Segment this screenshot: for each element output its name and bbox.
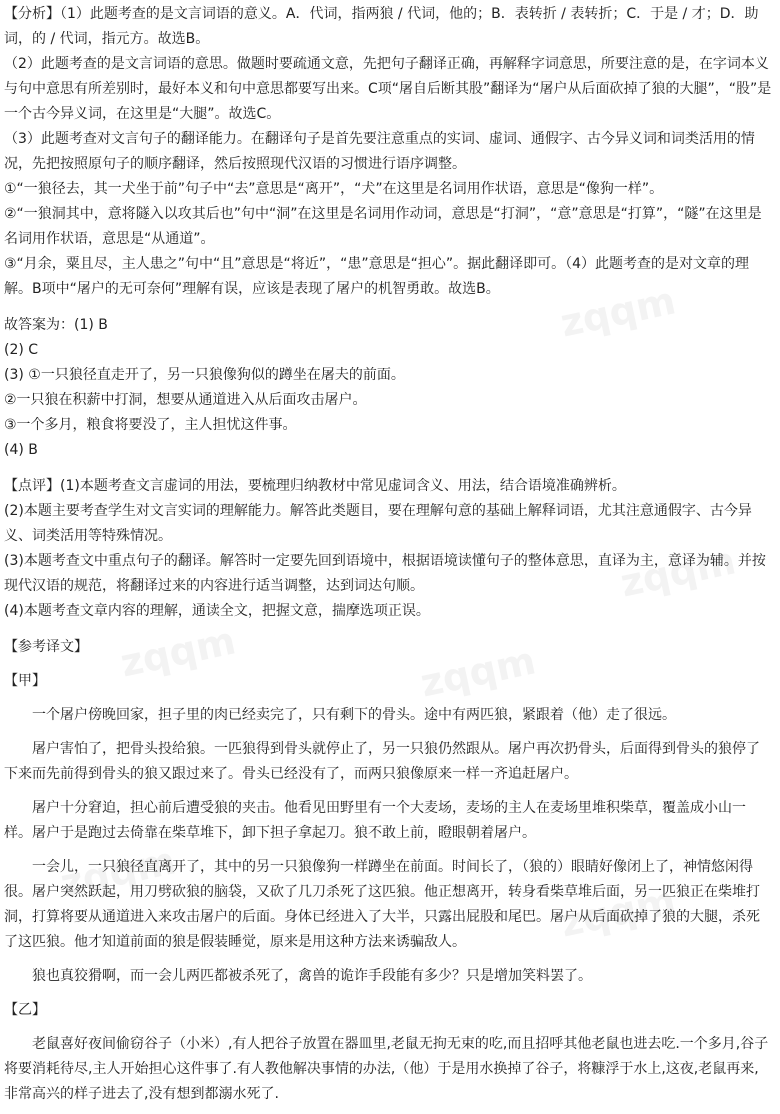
jia-paragraph-4: 一会儿，一只狼径直离开了，其中的另一只狼像狗一样蹲坐在前面。时间长了，（狼的）眼睛好像闭上了，神情悠闲得很。屠户突然跃起，用刀劈砍狼的脑袋，又砍了几刀杀死了这匹狼。他正想离开，转身看柴草堆后面，另一匹狼正在柴堆打洞，打算将要从通道进入来攻击屠户的后面。身体已经进入了大半，只露出屁股和尾巴。屠户从后面砍掉了狼的大腿，杀死了这匹狼。他才知道前面的狼是假装睡觉，原来是用这种方法来诱骗敌人。 [4,859,760,950]
analysis-q3-item-1: ①“一狼径去，其一犬坐于前”句子中“去”意思是“离开”，“犬”在这里是名词用作状语，意思是“像狗一样”。 [4,181,664,197]
watermark: zqqm [556,878,680,946]
yi-paragraph-1: 老鼠喜好夜间偷窃谷子（小米）,有人把谷子放置在器皿里,老鼠无拘无束的吃,而且招呼其他老鼠也进去吃.一个多月,谷子将要消耗待尽,主人开始担心这件事了.有人教他解决事情的办法,（他）于是用水换掉了谷子，将糠浮于水上,这夜,老鼠再来,非常高兴的样子进去了,没有想到都溺水死了. [4,1036,769,1102]
watermark: zqqm [616,538,740,606]
watermark: zqqm [556,278,680,346]
answer-line-3: (3) ①一只狼径直走开了，另一只狼像狗似的蹲坐在屠夫的前面。 [4,367,405,383]
analysis-section [4,2,772,302]
review-line-3: (3)本题考查文中重点句子的翻译。解答时一定要先回到语境中，根据语境读懂句子的整体意思，直译为主，意译为辅。并按现代汉语的规范，将翻译过来的内容进行适当调整，达到词达句顺。 [4,553,766,594]
answer-line-1: 故答案为：(1) B [4,317,108,333]
watermark: zqqm [416,638,540,706]
review-line-1: 【点评】(1)本题考查文言虚词的用法，要梳理归纳教材中常见虚词含义、用法，结合语境准确辨析。 [4,478,626,494]
watermark: zqqm [116,618,240,686]
watermark: zqqm [56,838,180,906]
answer-line-4: ②一只狼在积薪中打洞，想要从通道进入从后面攻击屠户。 [4,392,367,408]
jia-paragraph-3: 屠户十分窘迫，担心前后遭受狼的夹击。他看见田野里有一个大麦场，麦场的主人在麦场里堆积柴草，覆盖成小山一样。屠户于是跑过去倚靠在柴草堆下，卸下担子拿起刀。狼不敢上前，瞪眼朝着屠户。 [4,800,746,841]
jia-label: 【甲】 [4,673,46,689]
review-line-4: (4)本题考查文章内容的理解，通读全文，把握文意，揣摩选项正误。 [4,603,430,619]
jia-paragraph-5: 狼也真狡猾啊，而一会儿两匹都被杀死了，禽兽的诡诈手段能有多少？只是增加笑料罢了。 [32,968,592,984]
jia-paragraph-1: 一个屠户傍晚回家，担子里的肉已经卖完了，只有剩下的骨头。途中有两匹狼，紧跟着（他）走了很远。 [32,707,676,723]
answer-line-2: (2) C [4,342,39,358]
analysis-q3-item-2: ②“一狼洞其中，意将隧入以攻其后也”句中“洞”在这里是名词用作动词，意思是“打洞”，“意”意思是“打算”，“隧”在这里是名词用作状语，意思是“从通道”。 [4,206,762,247]
review-section [4,474,772,624]
analysis-head: 【分析】（1）此题考查的是文言词语的意义。A．代词，指两狼 / 代词，他的；B．表转折 / 表转折；C．于是 / 才；D．助词，的 / 代词，指元方。故选B。 [4,6,759,47]
analysis-q3-item-3: ③“月余，粟且尽，主人患之”句中“且”意思是“将近”，“患”意思是“担心”。据此翻译即可。（4）此题考查的是对文章的理解。B项中“屠户的无可奈何”理解有误，应该是表现了屠户的机智勇敢。故选B。 [4,256,749,297]
analysis-q2: （2）此题考查的是文言词语的意思。做题时要疏通文意，先把句子翻译正确，再解释字词意思，所要注意的是，在字词本义与句中意思有所差别时，最好本义和句中意思都要写出来。C项“屠自后断其股”翻译为“屠户从后面砍掉了狼的大腿”，“股”是一个古今异义词，在这里是“大腿”。故选C。 [4,56,772,122]
analysis-q3: （3）此题考查对文言句子的翻译能力。在翻译句子是首先要注意重点的实词、虚词、通假字、古今异义词和词类活用的情况，先把按照原句子的顺序翻译，然后按照现代汉语的习惯进行语序调整。 [4,131,755,172]
review-line-2: (2)本题主要考查学生对文言实词的理解能力。解答此类题目，要在理解句意的基础上解释词语，尤其注意通假字、古今异义、词类活用等特殊情况。 [4,503,752,544]
translation-heading: 【参考译文】 [4,639,88,655]
answer-section [4,313,772,463]
answer-line-5: ③一个多月，粮食将要没了，主人担忧这件事。 [4,417,297,433]
translation-section [4,635,772,1107]
yi-label: 【乙】 [4,1002,46,1018]
answer-line-6: (4) B [4,442,38,458]
jia-paragraph-2: 屠户害怕了，把骨头投给狼。一匹狼得到骨头就停止了，另一只狼仍然跟从。屠户再次扔骨头，后面得到骨头的狼停了下来而先前得到骨头的狼又跟过来了。骨头已经没有了，而两只狼像原来一样一齐追赶屠户。 [4,741,760,782]
